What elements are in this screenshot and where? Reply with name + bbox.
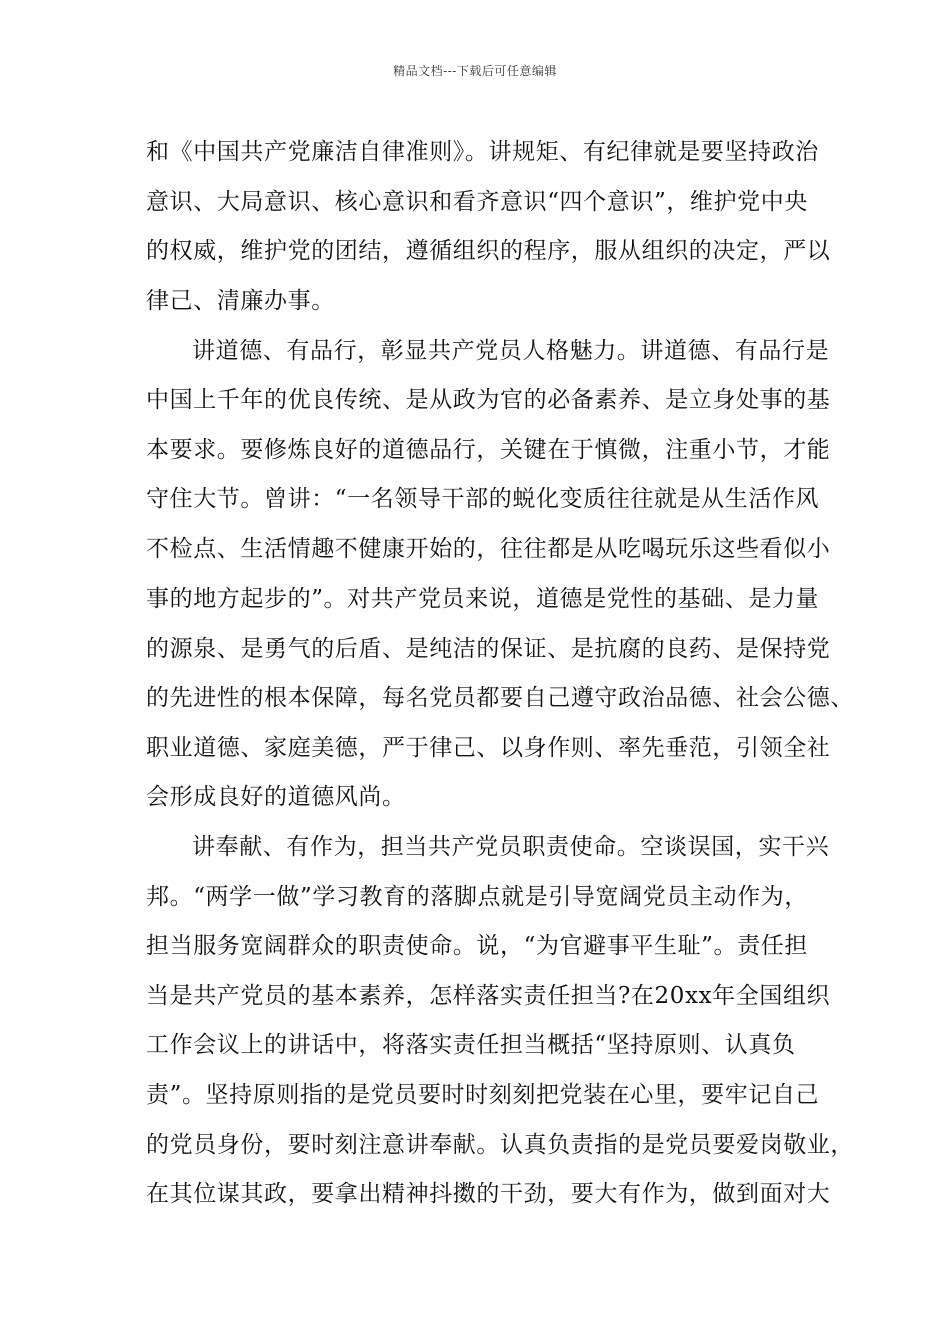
- page-header: 精品文档---下载后可任意编辑: [393, 64, 557, 78]
- text-line: 的源泉、是勇气的后盾、是纯洁的保证、是抗腐的良药、是保持党: [146, 636, 831, 662]
- text-line: 本要求。要修炼良好的道德品行，关键在于慎微，注重小节，才能: [146, 437, 831, 463]
- text-line: 的党员身份，要时刻注意讲奉献。认真负责指的是党员要爱岗敬业，: [146, 1132, 854, 1158]
- text-line: 意识、大局意识、核心意识和看齐意识“四个意识”，维护党中央: [146, 189, 808, 215]
- text-line: 在其位谋其政，要拿出精神抖擞的干劲，要大有作为，做到面对大: [146, 1181, 831, 1207]
- text-line: 工作会议上的讲话中，将落实责任担当概括“坚持原则、认真负: [146, 1032, 796, 1058]
- text-line: 职业道德、家庭美德，严于律己、以身作则、率先垂范，引领全社: [146, 735, 831, 761]
- text-line: 邦。“两学一做”学习教育的落脚点就是引导宽阔党员主动作为，: [146, 884, 808, 910]
- paragraph-first-line: 讲奉献、有作为，担当共产党员职责使命。空谈误国，实干兴: [192, 834, 830, 860]
- paragraph-first-line: 讲道德、有品行，彰显共产党员人格魅力。讲道德、有品行是: [192, 338, 830, 364]
- text-line: 律己、清廉办事。: [146, 288, 335, 314]
- text-line: 的先进性的根本保障，每名党员都要自己遵守政治品德、社会公德、: [146, 685, 854, 711]
- text-line: 会形成良好的道德风尚。: [146, 784, 406, 810]
- text-line: 中国上千年的优良传统、是从政为官的必备素养、是立身处事的基: [146, 387, 831, 413]
- text-line: 当是共产党员的基本素养，怎样落实责任担当?在20xx年全国组织: [146, 983, 831, 1009]
- text-line: 担当服务宽阔群众的职责使命。说，“为官避事平生耻”。责任担: [146, 933, 808, 959]
- text-line: 责”。坚持原则指的是党员要时时刻刻把党装在心里，要牢记自己: [146, 1082, 820, 1108]
- text-line: 和《中国共产党廉洁自律准则》。讲规矩、有纪律就是要坚持政治: [146, 139, 819, 165]
- text-line: 事的地方起步的”。对共产党员来说，道德是党性的基础、是力量: [146, 586, 820, 612]
- text-line: 的权威，维护党的团结，遵循组织的程序，服从组织的决定，严以: [146, 238, 831, 264]
- text-line: 不检点、生活情趣不健康开始的，往往都是从吃喝玩乐这些看似小: [146, 536, 831, 562]
- text-line: 守住大节。曾讲：“一名领导干部的蜕化变质往往就是从生活作风: [146, 486, 820, 512]
